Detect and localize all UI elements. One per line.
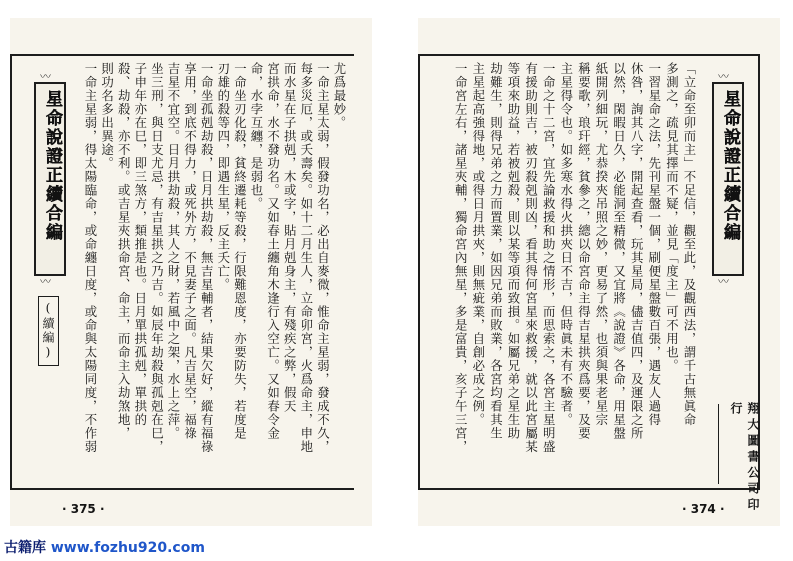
left-page bbox=[10, 18, 372, 526]
page-number: · 375 · bbox=[62, 502, 105, 516]
text-column: 一命坐刃化殺，貧終遷耗等殺，行限難恩度，亦要防失，若度是 bbox=[232, 62, 248, 440]
publisher-imprint: 翔大圖書公司印行 bbox=[729, 402, 760, 514]
text-column: 主星得令也。如多寒水得火拱夾日不吉，但時眞未有不驗者。 bbox=[558, 62, 574, 427]
text-column: 每多災厄，或夭壽矣。如十二月生人，立命卯宮，火爲命主，申地 bbox=[298, 62, 314, 454]
text-column: 一命主星太弱，假發功名，必出自麥微，惟命主星弱，發成不久， bbox=[315, 62, 331, 454]
title-box bbox=[712, 82, 744, 276]
text-column: 刃雄的殺等四，即遇生星，反主夭亡。 bbox=[215, 62, 231, 292]
text-column: 劫難生，則得兄弟之力而置業，如因兄弟而敗業，各宮均看其生 bbox=[488, 62, 504, 440]
text-column: 子申年亦在巳，即三煞方，類推是也。日月單拱孤剋，單拱的 bbox=[132, 62, 148, 427]
right-page bbox=[418, 18, 780, 526]
ornament-icon: 〰 bbox=[718, 70, 729, 83]
text-column: 一命宮左右，諸星夾輔，獨命宮內無星，多是富貴，亥子午三宮， bbox=[453, 62, 469, 454]
text-column: 等項來助益，若被剋殺，則以某等項而致損。如屬兄弟之星生助 bbox=[506, 62, 521, 440]
book-title: 星命說證正續合編 bbox=[42, 90, 62, 242]
text-column: 一命坐孤剋劫殺，日月拱劫殺，無吉星輔者，結果欠好，縱有福祿 bbox=[199, 62, 215, 454]
text-column: 享用，到底不得力，或死外方，不見妻子之面。凡吉星空，福祿 bbox=[182, 62, 198, 440]
text-column: 宮拱命，水不發功名。又如春土纏角木逢行入空亡。又如春令金 bbox=[265, 62, 281, 440]
text-column: 「立命至卯而主」不足信，觀至此，及觀西法，謂千古無眞命 bbox=[682, 62, 697, 427]
text-column: 一命之十二宮，宜先論救援和助之情形，而思索之，各宮主星明盛 bbox=[541, 62, 557, 454]
text-column: 紙開列細玩，尤恭揆夾吊照之妙，更易了然，也須與果老星宗 bbox=[594, 62, 609, 427]
watermark: 古籍库 www.fozhu920.com bbox=[4, 540, 205, 556]
text-column: 多測之，疏見其擇而不疑，並見「度主」可不用也。 bbox=[664, 62, 680, 373]
book-subtitle: (續編) bbox=[38, 296, 59, 366]
ornament-icon: 〰 bbox=[718, 275, 729, 288]
text-column: 稱要歌，琅玕經，貧參之，總以命宮命主得吉星拱夾爲要，及要 bbox=[576, 62, 592, 440]
divider bbox=[718, 404, 719, 484]
text-column: 休咎，詢其八字，開起查看，玩其星局，儘吉值四，及運限之所 bbox=[629, 62, 645, 440]
text-column: 一命主星弱，得太陽臨命，或命纏日度，或命與太陽同度，不作弱 bbox=[83, 62, 98, 454]
ornament-icon: 〰 bbox=[40, 275, 51, 288]
title-box bbox=[34, 82, 66, 276]
text-column: 而水星在子拱剋，木或字，貼月剋身主，有殘疾之弊，假天 bbox=[282, 62, 298, 413]
book-title: 星命說證正續合編 bbox=[720, 90, 740, 242]
text-column: 一習星命之法，先刊星盤一個，刷便星盤數百張，遇友人過得 bbox=[646, 62, 662, 427]
text-column: 有援助則吉，被刃殺剋則凶，看其得何宮星來救援，就以此宮屬某 bbox=[523, 62, 539, 454]
page-number: · 374 · bbox=[682, 502, 725, 516]
text-column: 主星起高強得地，或得日月拱夾，則無疵業，自創必成之例。 bbox=[470, 62, 486, 427]
text-column: 殺、劫殺，亦不利。或吉星夾拱命宮、命主，而命主入劫煞地， bbox=[116, 62, 132, 440]
ornament-icon: 〰 bbox=[40, 70, 51, 83]
text-column: 坐三刑，與日支尤忌，有吉星拱之乃吉。如辰年劫殺與孤剋在巳， bbox=[149, 62, 165, 454]
text-column: 則功名多出異途。 bbox=[99, 62, 115, 170]
text-column: 命，水孛互纏，是弱也。 bbox=[249, 62, 264, 211]
text-column: 尤爲最妙。 bbox=[332, 62, 347, 130]
text-column: 以然，閑暇日久，必能洞至精微，又宜將《說證》各命，用星盤 bbox=[611, 62, 627, 440]
text-column: 吉星不宜空。日月拱劫殺，其人之財，若風中之架，水上之萍。 bbox=[166, 62, 181, 440]
